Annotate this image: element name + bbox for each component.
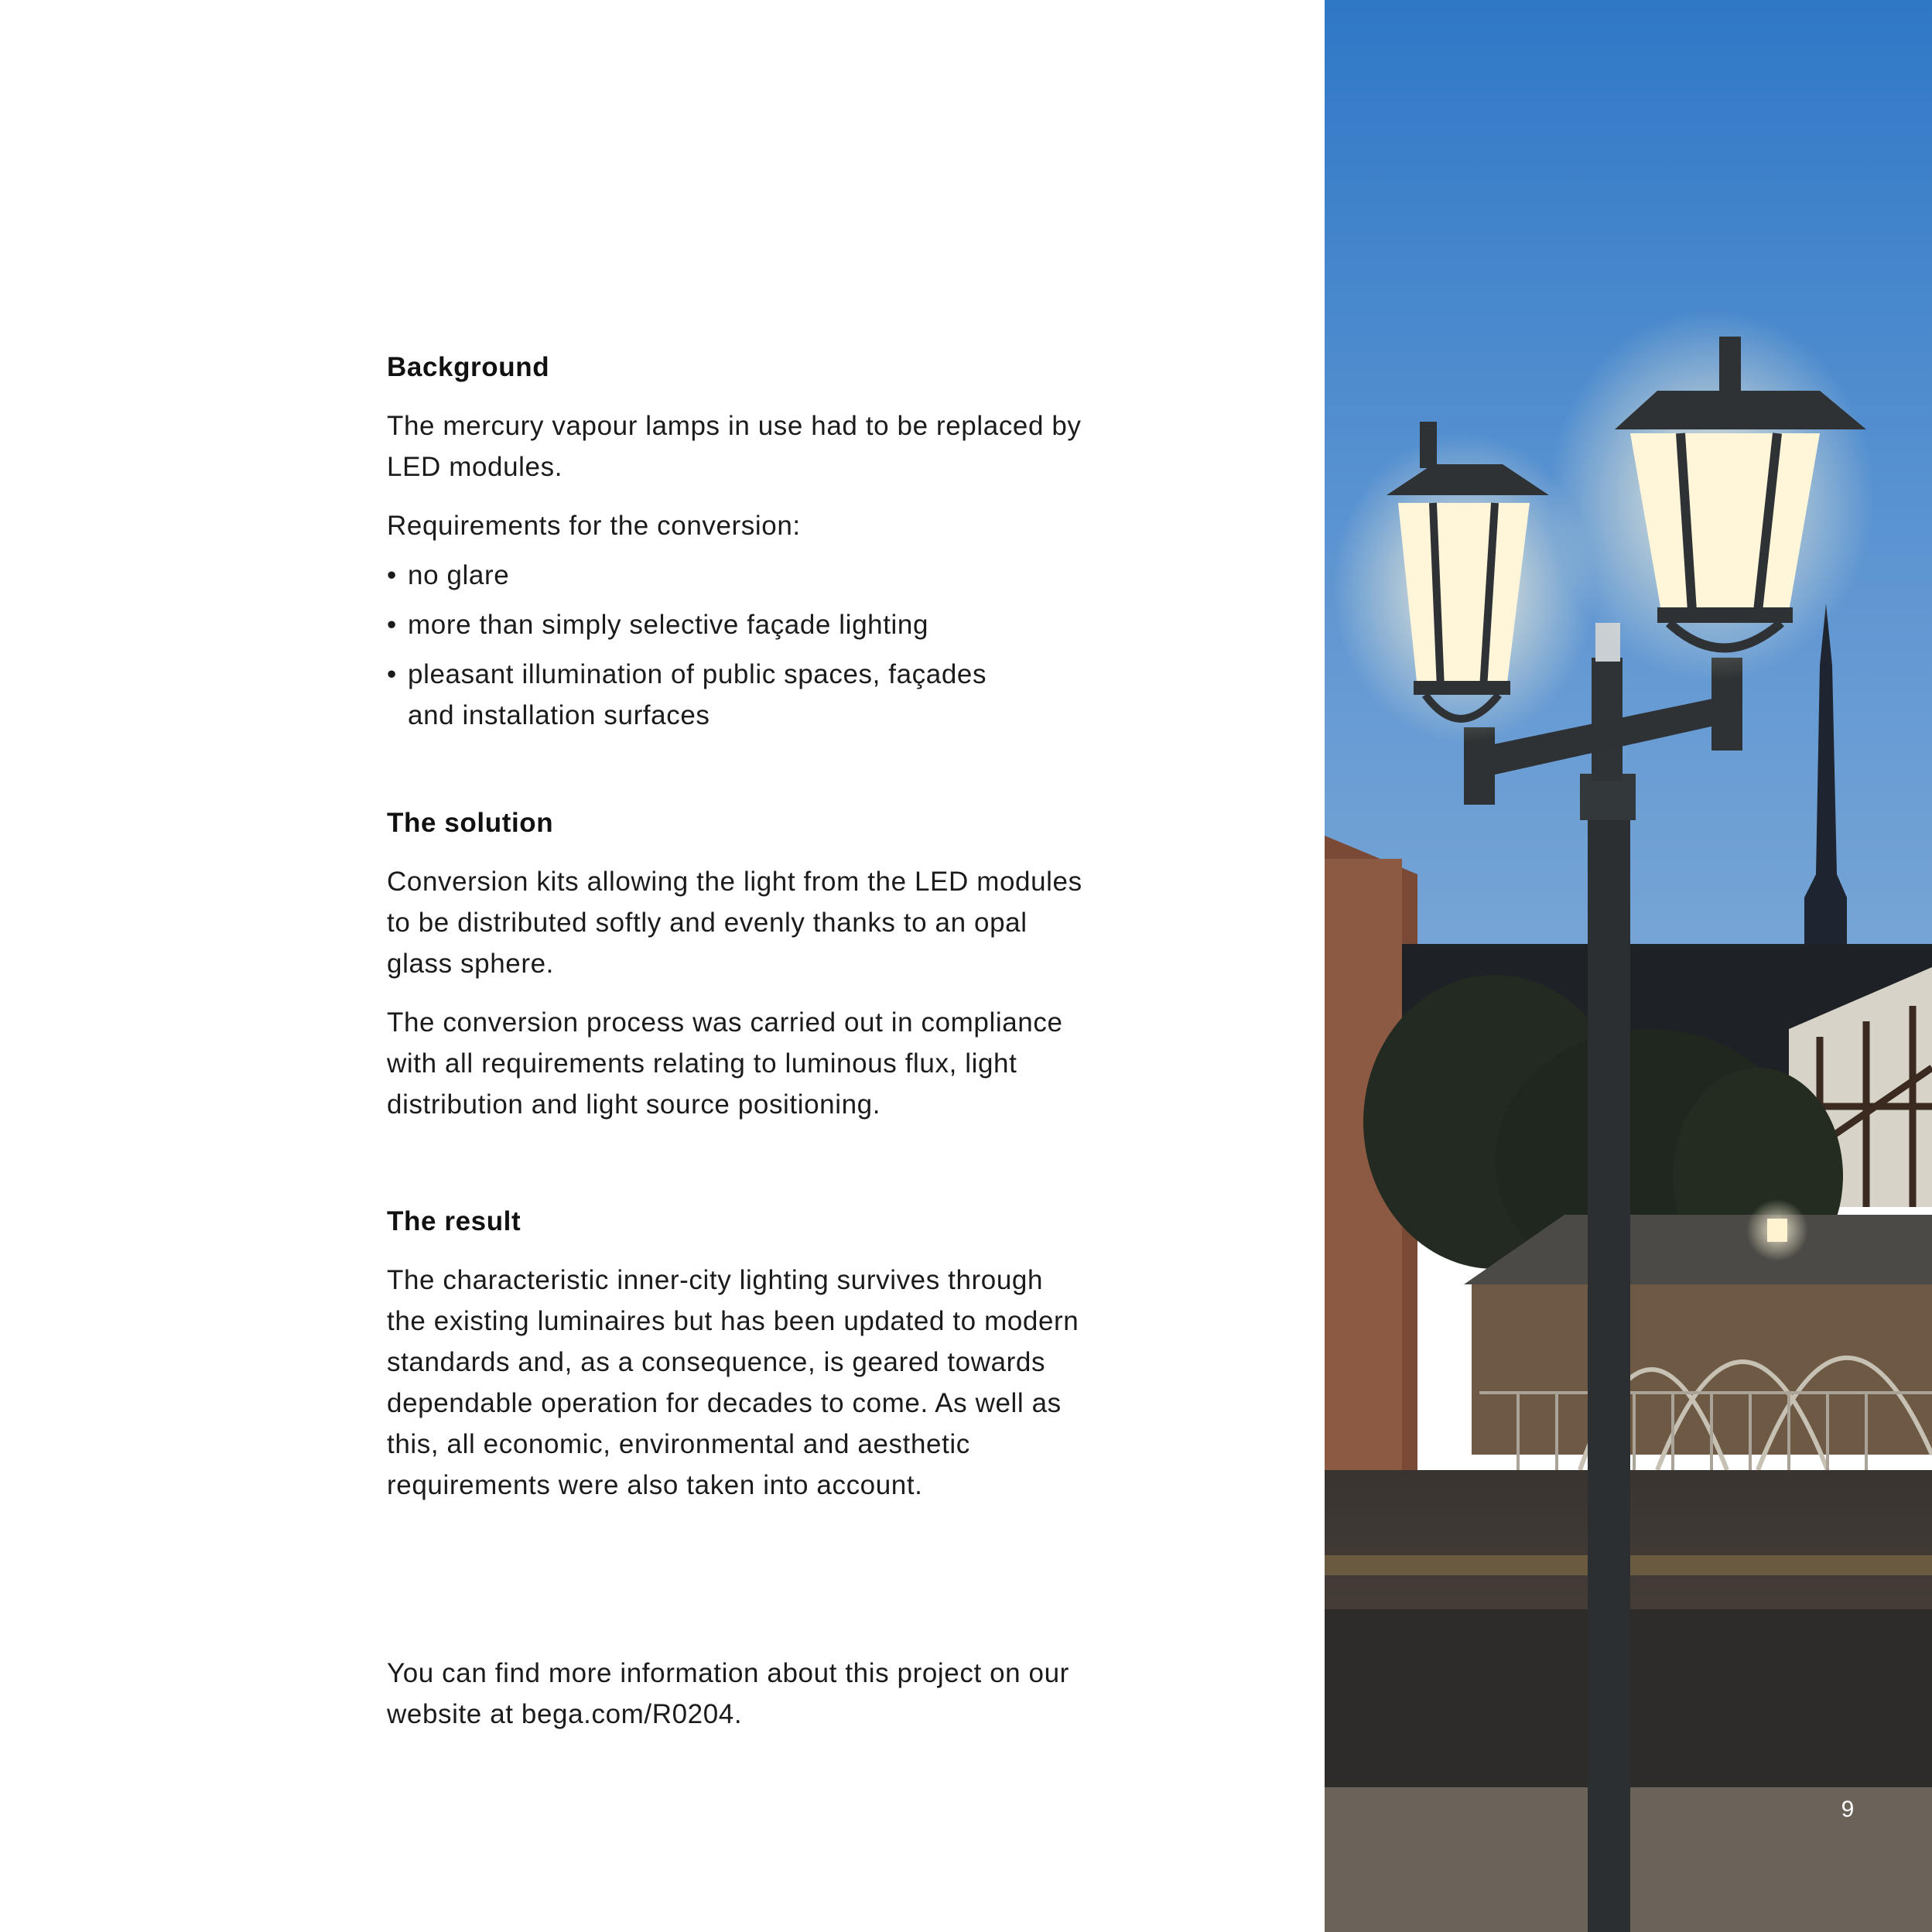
paragraph: The mercury vapour lamps in use had to be replaced by LED modules. [387,411,1082,482]
list-item: • no glare [387,555,1106,596]
main-text-column [387,347,1106,1752]
street-lamp-photo [1325,0,1932,1932]
list-item: • more than simply selective façade lighting [387,604,1106,645]
section-solution [387,802,1106,1125]
bullet-glyph: • [387,659,397,689]
paragraph: Requirements for the conversion: [387,511,801,541]
section-heading: The result [387,1206,521,1236]
section-background [387,347,1106,736]
section-heading: Background [387,352,550,382]
list-item: • pleasant illumination of public spaces, façades and installation surfaces [387,654,1027,736]
bullet-glyph: • [387,610,397,640]
page-number: 9 [1841,1797,1855,1822]
paragraph: The characteristic inner-city lighting survives through the existing luminaires but has been updated to modern standards and, as a consequence, is geared towards dependable operation for decades to come. As well as this, all economic, environmental and aesthetic requirements were also taken into account. [387,1265,1079,1500]
project-link-note: You can find more information about this project on our website at bega.com/R0204. [387,1658,1069,1729]
requirements-list [387,555,1106,736]
section-result [387,1201,1106,1506]
paragraph: Conversion kits allowing the light from the LED modules to be distributed softly and evenly thanks to an opal glass sphere. [387,867,1082,979]
paragraph: The conversion process was carried out in compliance with all requirements relating to luminous flux, light distribution and light source positioning. [387,1007,1063,1120]
bullet-glyph: • [387,560,397,590]
section-heading: The solution [387,808,554,838]
